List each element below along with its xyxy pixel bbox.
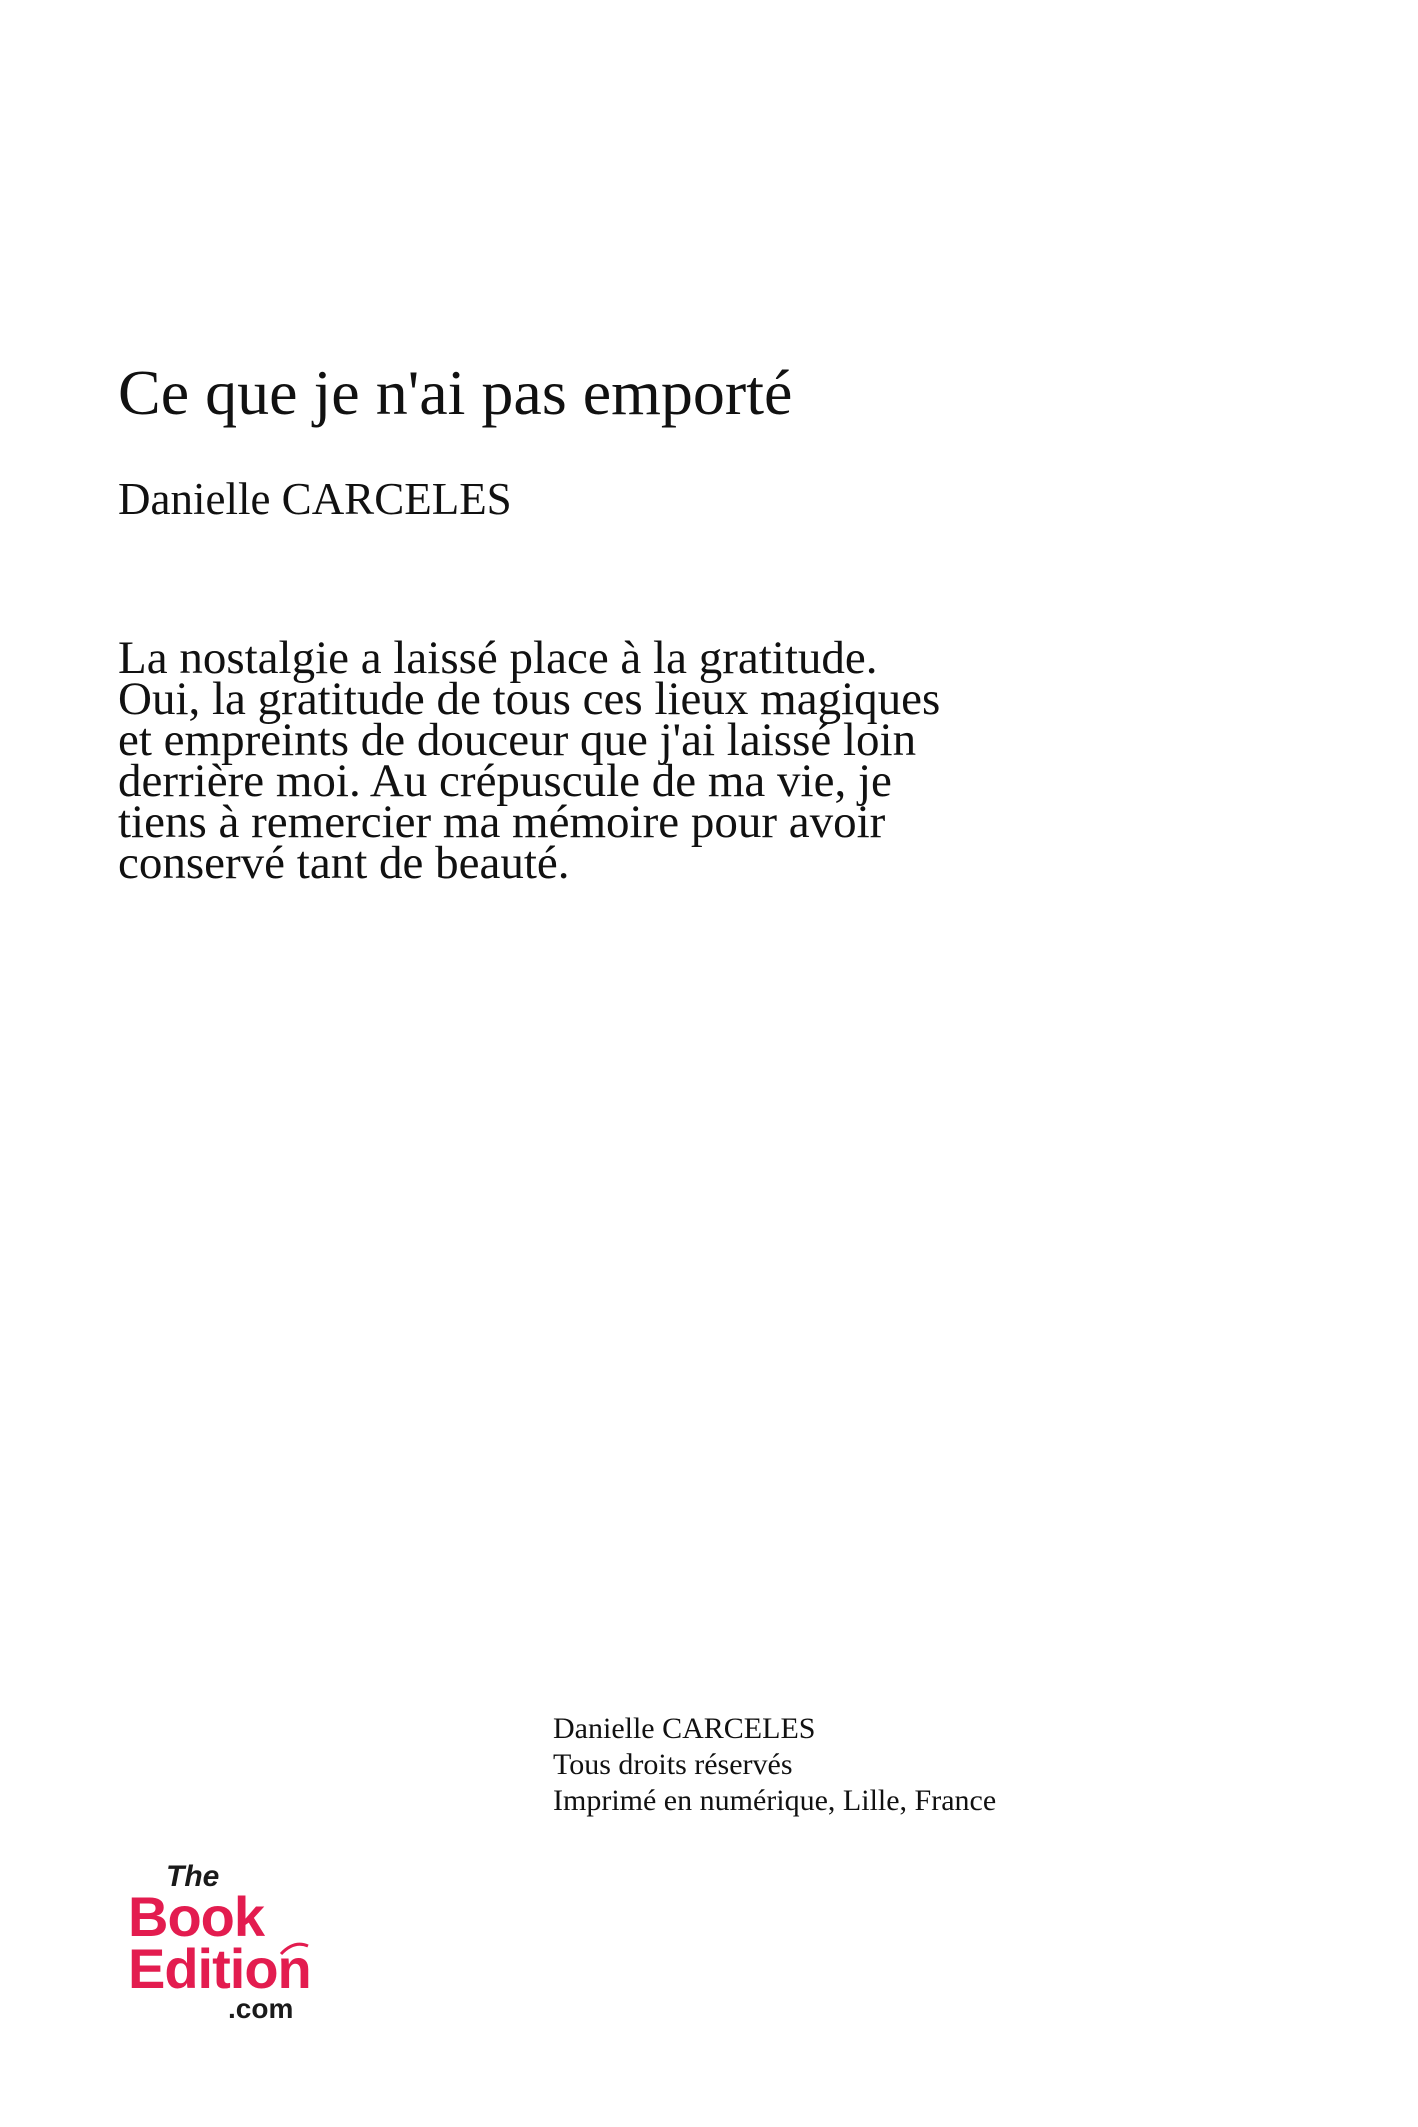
imprint-rights: Tous droits réservés <box>553 1748 793 1781</box>
svg-text:Edition: Edition <box>128 1937 311 2000</box>
book-blurb <box>118 632 941 889</box>
svg-text:The: The <box>166 1860 220 1893</box>
svg-text:.com: .com <box>228 1993 294 2024</box>
blurb-line: Oui, la gratitude de tous ces lieux magiques <box>118 673 941 725</box>
book-title: Ce que je n'ai pas emporté <box>118 357 793 428</box>
svg-text:Book: Book <box>128 1885 264 1948</box>
imprint-printing: Imprimé en numérique, Lille, France <box>553 1784 997 1817</box>
blurb-line: et empreints de douceur que j'ai laissé loin <box>118 714 917 766</box>
book-author: Danielle CARCELES <box>118 474 512 524</box>
blurb-line: La nostalgie a laissé place à la gratitude. <box>118 632 878 684</box>
thebookedition-logo <box>118 1858 358 2028</box>
blurb-line: tiens à remercier ma mémoire pour avoir <box>118 796 886 848</box>
imprint-block <box>553 1711 996 1819</box>
imprint-author: Danielle CARCELES <box>553 1712 816 1745</box>
blurb-line: conservé tant de beauté. <box>118 837 570 889</box>
blurb-line: derrière moi. Au crépuscule de ma vie, je <box>118 755 892 807</box>
logo-graphic <box>118 1858 358 2028</box>
